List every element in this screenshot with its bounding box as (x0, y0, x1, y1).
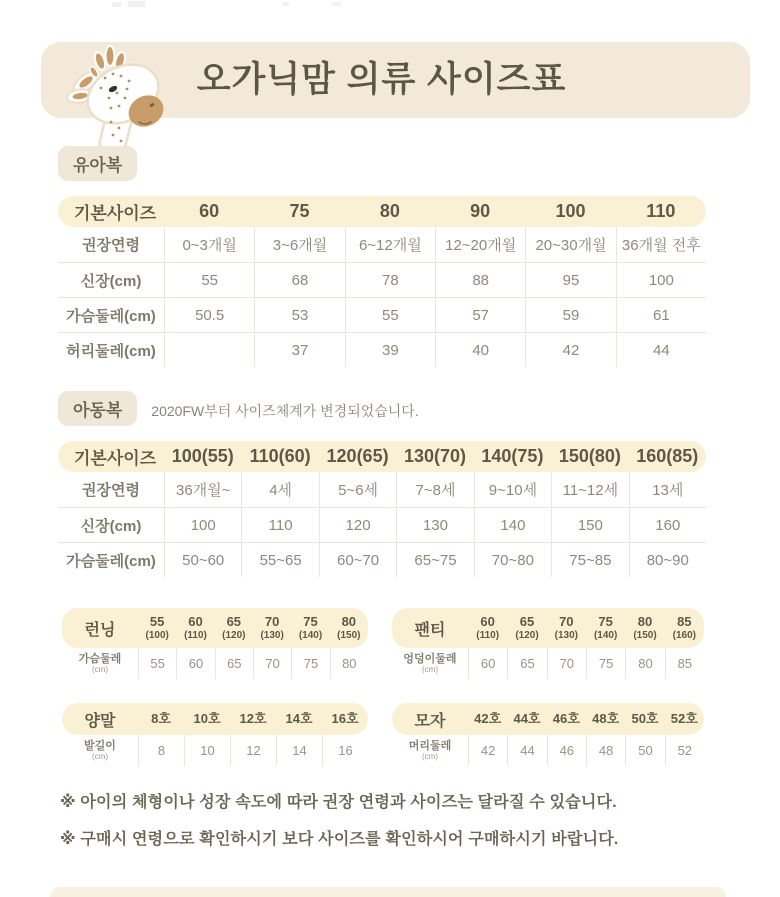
size-column-header: 70 (130) (554, 614, 578, 641)
size-column-header: 100(55) (171, 446, 234, 466)
table-cell: 50~60 (164, 543, 241, 577)
table-cell: 120 (319, 508, 396, 542)
table-header-label: 기본사이즈 (74, 449, 157, 468)
small-tables-row-2 (62, 703, 704, 766)
table-cell: 44 (507, 735, 546, 766)
table-cell: 53 (254, 298, 344, 332)
table-row (392, 735, 704, 766)
table-row (58, 227, 706, 262)
table-header-row (392, 703, 704, 735)
table-cell: 55 (345, 298, 435, 332)
size-column-header: 46호 (552, 710, 580, 726)
table-cell: 70 (253, 648, 291, 679)
size-column-header: 90 (470, 201, 491, 221)
size-column-header: 110(60) (249, 446, 311, 466)
table-row (62, 648, 368, 679)
size-column-header: 75 (140) (298, 614, 323, 641)
table-cell: 140 (474, 508, 551, 542)
row-label: 권장연령 (82, 482, 140, 499)
row-label: 엉덩이둘레 (cm) (403, 652, 457, 674)
size-column-header: 140(75) (481, 446, 544, 466)
table-cell: 65 (215, 648, 253, 679)
size-column-header: 65 (120) (515, 614, 539, 641)
hat-size-table (392, 703, 704, 766)
table-cell: 85 (665, 648, 704, 679)
table-cell (164, 333, 254, 367)
table-cell: 61 (616, 298, 706, 332)
table-cell: 60 (468, 648, 507, 679)
table-cell: 11~12세 (551, 472, 628, 507)
table-header-row (62, 703, 368, 735)
table-row (58, 262, 706, 297)
size-column-header: 100 (555, 201, 586, 221)
socks-size-table (62, 703, 368, 766)
table-row (58, 472, 706, 507)
size-column-header: 80 (150) (337, 614, 361, 641)
table-row (58, 297, 706, 332)
table-cell: 39 (345, 333, 435, 367)
row-label: 머리둘레 (cm) (408, 739, 452, 761)
infant-size-table (58, 196, 706, 367)
table-row (58, 507, 706, 542)
size-column-header: 85 (160) (672, 614, 696, 641)
table-cell: 48 (586, 735, 625, 766)
table-cell: 55 (138, 648, 176, 679)
section-label-children: 아동복 (58, 391, 137, 426)
row-label: 권장연령 (82, 237, 140, 254)
size-column-header: 75 (289, 201, 310, 221)
table-cell: 130 (396, 508, 473, 542)
table-cell: 60 (176, 648, 214, 679)
table-cell: 60~70 (319, 543, 396, 577)
row-label: 발길이 (cm) (84, 739, 116, 761)
table-cell: 80 (330, 648, 368, 679)
giraffe-mascot-icon (53, 32, 175, 164)
table-title: 런닝 (84, 621, 116, 639)
table-cell: 88 (435, 263, 525, 297)
table-cell: 40 (435, 333, 525, 367)
table-cell: 75~85 (551, 543, 628, 577)
table-cell: 7~8세 (396, 472, 473, 507)
size-column-header: 42호 (474, 710, 502, 726)
table-cell: 160 (629, 508, 706, 542)
table-cell: 55~65 (241, 543, 318, 577)
section-children-header (58, 391, 419, 426)
table-cell: 36개월~ (164, 472, 241, 507)
size-column-header: 55 (100) (145, 614, 169, 641)
cropped-text-fragment (128, 1, 145, 7)
size-column-header: 8호 (151, 710, 171, 726)
note-line: ※ 구매시 연령으로 확인하시기 보다 사이즈를 확인하시어 구매하시기 바랍니다. (60, 831, 619, 848)
row-label: 가슴둘레(cm) (66, 552, 156, 570)
footer-notes (60, 789, 619, 863)
table-cell: 68 (254, 263, 344, 297)
table-cell: 4세 (241, 472, 318, 507)
table-cell: 5~6세 (319, 472, 396, 507)
size-column-header: 60 (110) (476, 614, 500, 641)
table-cell: 9~10세 (474, 472, 551, 507)
size-column-header: 48호 (592, 710, 620, 726)
table-cell: 65~75 (396, 543, 473, 577)
table-cell: 150 (551, 508, 628, 542)
size-column-header: 44호 (513, 710, 541, 726)
table-cell: 57 (435, 298, 525, 332)
table-cell: 59 (525, 298, 615, 332)
cropped-text-fragment (112, 2, 121, 7)
table-row (58, 332, 706, 367)
table-cell: 95 (525, 263, 615, 297)
table-cell: 110 (241, 508, 318, 542)
cropped-text-fragment (332, 2, 341, 6)
table-row (392, 648, 704, 679)
size-column-header: 10호 (193, 710, 221, 726)
size-column-header: 60 (110) (184, 614, 207, 641)
note-line: ※ 아이의 체형이나 성장 속도에 따라 권장 연령과 사이즈는 달라질 수 있습니다. (60, 794, 617, 811)
row-label: 신장(cm) (80, 272, 142, 290)
table-header-row (58, 441, 706, 472)
size-column-header: 52호 (670, 710, 698, 726)
table-cell: 70~80 (474, 543, 551, 577)
size-column-header: 16호 (331, 710, 359, 726)
table-cell: 100 (616, 263, 706, 297)
table-cell: 0~3개월 (164, 227, 254, 262)
table-cell: 52 (665, 735, 704, 766)
panties-size-table (392, 608, 704, 679)
table-cell: 12~20개월 (435, 227, 525, 262)
table-cell: 37 (254, 333, 344, 367)
table-cell: 16 (322, 735, 368, 766)
page-title: 오가닉맘 의류 사이즈표 (196, 60, 567, 99)
size-column-header: 110 (646, 201, 676, 221)
table-title: 팬티 (414, 621, 446, 639)
table-header-row (62, 608, 368, 648)
table-cell: 6~12개월 (345, 227, 435, 262)
table-cell: 42 (468, 735, 507, 766)
size-column-header: 120(65) (326, 446, 389, 466)
table-cell: 3~6개월 (254, 227, 344, 262)
table-cell: 50 (625, 735, 664, 766)
table-cell: 42 (525, 333, 615, 367)
size-column-header: 65 (120) (222, 614, 246, 641)
size-column-header: 80 (379, 201, 400, 221)
table-cell: 36개월 전후 (616, 227, 706, 262)
table-cell: 55 (164, 263, 254, 297)
size-column-header: 70 (130) (260, 614, 284, 641)
table-title: 양말 (84, 712, 116, 730)
table-cell: 46 (547, 735, 586, 766)
table-cell: 75 (291, 648, 329, 679)
section-label-infant: 유아복 (58, 146, 137, 181)
table-cell: 80 (625, 648, 664, 679)
cropped-text-fragment (282, 2, 289, 6)
size-column-header: 80 (150) (633, 614, 657, 641)
table-cell: 75 (586, 648, 625, 679)
table-cell: 50.5 (164, 298, 254, 332)
table-cell: 70 (547, 648, 586, 679)
table-header-row (392, 608, 704, 648)
row-label: 허리둘레(cm) (66, 342, 156, 360)
table-cell: 80~90 (629, 543, 706, 577)
table-cell: 12 (230, 735, 276, 766)
table-cell: 8 (138, 735, 184, 766)
row-label: 신장(cm) (80, 517, 142, 535)
table-row (58, 542, 706, 577)
size-column-header: 160(85) (636, 446, 699, 466)
size-column-header: 130(70) (403, 446, 467, 466)
table-cell: 20~30개월 (525, 227, 615, 262)
header-bar (41, 42, 750, 118)
table-cell: 65 (507, 648, 546, 679)
row-label: 가슴둘레(cm) (66, 307, 156, 325)
next-section-bar-cropped (50, 887, 726, 897)
table-title: 모자 (414, 712, 446, 730)
running-size-table (62, 608, 368, 679)
children-size-table (58, 441, 706, 577)
table-cell: 44 (616, 333, 706, 367)
table-row (62, 735, 368, 766)
size-column-header: 12호 (239, 710, 267, 726)
table-cell: 14 (276, 735, 322, 766)
size-column-header: 75 (140) (593, 614, 618, 641)
small-tables-row-1 (62, 608, 704, 679)
table-cell: 100 (164, 508, 241, 542)
table-cell: 13세 (629, 472, 706, 507)
table-cell: 78 (345, 263, 435, 297)
size-column-header: 50호 (631, 710, 659, 726)
table-header-row (58, 196, 706, 227)
size-column-header: 14호 (285, 710, 313, 726)
row-label: 가슴둘레 (cm) (78, 652, 122, 674)
table-header-label: 기본사이즈 (74, 204, 157, 223)
table-cell: 10 (184, 735, 230, 766)
children-size-note: 2020FW부터 사이즈체계가 변경되었습니다. (151, 403, 419, 419)
size-column-header: 60 (199, 201, 220, 221)
size-column-header: 150(80) (558, 446, 621, 466)
